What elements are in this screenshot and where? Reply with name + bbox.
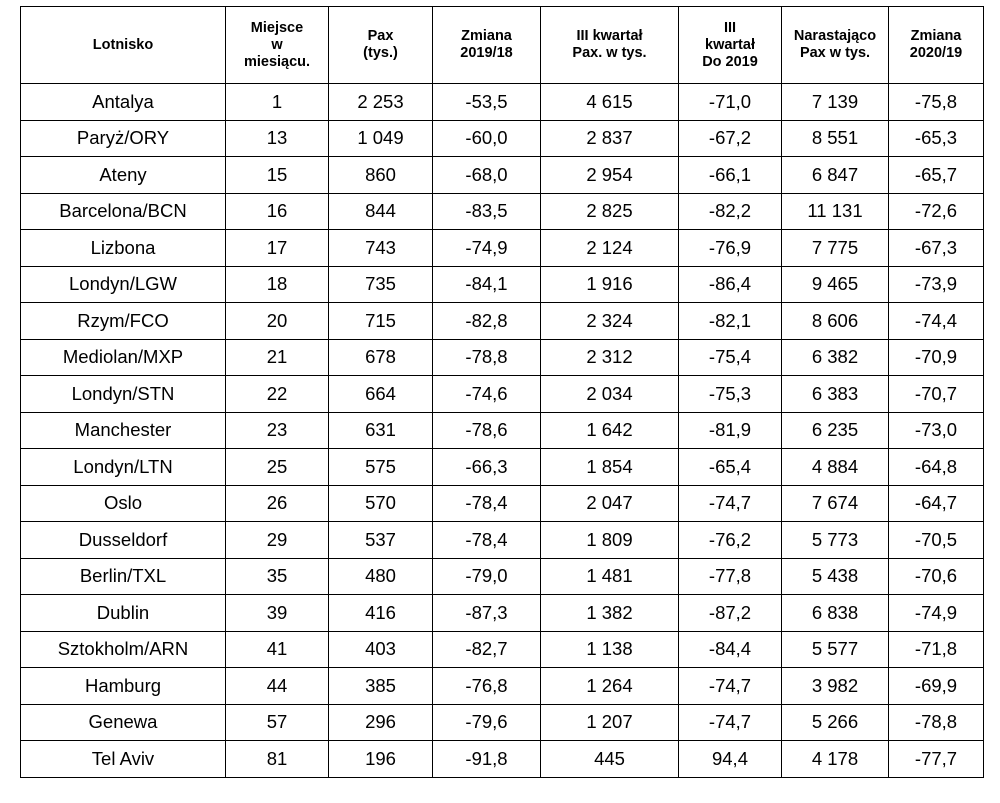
cell-q3-pax: 1 916 [541,266,679,303]
cell-pax: 480 [329,558,433,595]
cell-cumulative-pax: 5 438 [782,558,889,595]
cell-q3-pax: 2 047 [541,485,679,522]
cell-change-2020-19: -70,5 [889,522,984,559]
cell-change-2019-18: -87,3 [433,595,541,632]
cell-change-2019-18: -91,8 [433,741,541,778]
cell-rank: 21 [226,339,329,376]
cell-change-2019-18: -68,0 [433,157,541,194]
cell-change-2019-18: -79,0 [433,558,541,595]
table-row [21,303,984,340]
cell-rank: 57 [226,704,329,741]
cell-cumulative-pax: 9 465 [782,266,889,303]
cell-q3-vs-2019: -71,0 [679,84,782,121]
cell-q3-vs-2019: -82,2 [679,193,782,230]
cell-rank: 41 [226,631,329,668]
cell-change-2019-18: -83,5 [433,193,541,230]
cell-pax: 844 [329,193,433,230]
table-row [21,558,984,595]
cell-airport: Sztokholm/ARN [21,631,226,668]
cell-cumulative-pax: 8 551 [782,120,889,157]
cell-change-2019-18: -82,8 [433,303,541,340]
cell-rank: 44 [226,668,329,705]
cell-airport: Lizbona [21,230,226,267]
cell-q3-vs-2019: -76,2 [679,522,782,559]
cell-q3-vs-2019: -82,1 [679,303,782,340]
table-row [21,339,984,376]
cell-q3-vs-2019: -86,4 [679,266,782,303]
cell-rank: 17 [226,230,329,267]
cell-airport: Hamburg [21,668,226,705]
table-row [21,157,984,194]
cell-change-2020-19: -75,8 [889,84,984,121]
cell-pax: 403 [329,631,433,668]
cell-change-2020-19: -74,9 [889,595,984,632]
cell-airport: Rzym/FCO [21,303,226,340]
cell-airport: Antalya [21,84,226,121]
cell-pax: 631 [329,412,433,449]
cell-pax: 664 [329,376,433,413]
table-row [21,193,984,230]
header-q3-vs-2019: III kwartał Do 2019 [679,7,782,84]
cell-change-2020-19: -74,4 [889,303,984,340]
cell-q3-vs-2019: -74,7 [679,704,782,741]
cell-pax: 296 [329,704,433,741]
cell-change-2020-19: -70,7 [889,376,984,413]
cell-rank: 1 [226,84,329,121]
table-row [21,412,984,449]
cell-change-2020-19: -70,6 [889,558,984,595]
cell-change-2019-18: -78,6 [433,412,541,449]
cell-q3-pax: 1 809 [541,522,679,559]
cell-change-2019-18: -60,0 [433,120,541,157]
cell-pax: 416 [329,595,433,632]
cell-pax: 385 [329,668,433,705]
cell-airport: Genewa [21,704,226,741]
cell-rank: 13 [226,120,329,157]
cell-rank: 15 [226,157,329,194]
cell-change-2019-18: -66,3 [433,449,541,486]
table-row [21,84,984,121]
cell-q3-vs-2019: -81,9 [679,412,782,449]
cell-change-2020-19: -64,7 [889,485,984,522]
cell-airport: Dublin [21,595,226,632]
cell-q3-vs-2019: -87,2 [679,595,782,632]
cell-change-2020-19: -73,9 [889,266,984,303]
cell-q3-vs-2019: -74,7 [679,668,782,705]
table-row [21,522,984,559]
cell-q3-vs-2019: -66,1 [679,157,782,194]
cell-q3-pax: 2 324 [541,303,679,340]
table-row [21,266,984,303]
cell-cumulative-pax: 6 838 [782,595,889,632]
cell-rank: 26 [226,485,329,522]
cell-rank: 20 [226,303,329,340]
cell-cumulative-pax: 7 139 [782,84,889,121]
cell-cumulative-pax: 4 884 [782,449,889,486]
table-row [21,485,984,522]
header-change-2019-18: Zmiana 2019/18 [433,7,541,84]
table-row [21,741,984,778]
cell-cumulative-pax: 11 131 [782,193,889,230]
cell-pax: 537 [329,522,433,559]
table-row [21,230,984,267]
cell-rank: 23 [226,412,329,449]
cell-change-2020-19: -72,6 [889,193,984,230]
cell-q3-vs-2019: -65,4 [679,449,782,486]
cell-q3-pax: 1 138 [541,631,679,668]
cell-rank: 35 [226,558,329,595]
cell-change-2019-18: -74,9 [433,230,541,267]
cell-cumulative-pax: 6 383 [782,376,889,413]
cell-cumulative-pax: 4 178 [782,741,889,778]
cell-cumulative-pax: 7 674 [782,485,889,522]
cell-q3-vs-2019: -74,7 [679,485,782,522]
cell-pax: 715 [329,303,433,340]
cell-cumulative-pax: 7 775 [782,230,889,267]
cell-cumulative-pax: 6 847 [782,157,889,194]
airport-traffic-table [20,6,984,778]
table-row [21,376,984,413]
table-row [21,631,984,668]
cell-q3-vs-2019: -77,8 [679,558,782,595]
table-row [21,704,984,741]
header-rank: Miejsce w miesiącu. [226,7,329,84]
cell-q3-pax: 2 954 [541,157,679,194]
cell-rank: 25 [226,449,329,486]
cell-change-2020-19: -64,8 [889,449,984,486]
cell-q3-vs-2019: -67,2 [679,120,782,157]
cell-cumulative-pax: 3 982 [782,668,889,705]
cell-cumulative-pax: 6 382 [782,339,889,376]
cell-pax: 1 049 [329,120,433,157]
cell-q3-pax: 1 854 [541,449,679,486]
cell-cumulative-pax: 8 606 [782,303,889,340]
cell-rank: 81 [226,741,329,778]
cell-cumulative-pax: 6 235 [782,412,889,449]
header-change-2020-19: Zmiana 2020/19 [889,7,984,84]
cell-q3-pax: 4 615 [541,84,679,121]
header-pax: Pax (tys.) [329,7,433,84]
cell-q3-vs-2019: -75,3 [679,376,782,413]
cell-pax: 575 [329,449,433,486]
cell-q3-pax: 2 312 [541,339,679,376]
cell-airport: Londyn/STN [21,376,226,413]
cell-change-2019-18: -84,1 [433,266,541,303]
cell-change-2019-18: -53,5 [433,84,541,121]
cell-q3-pax: 2 124 [541,230,679,267]
cell-cumulative-pax: 5 266 [782,704,889,741]
cell-q3-vs-2019: -84,4 [679,631,782,668]
cell-pax: 570 [329,485,433,522]
table-row [21,449,984,486]
cell-airport: Londyn/LTN [21,449,226,486]
table-row [21,120,984,157]
cell-q3-pax: 2 034 [541,376,679,413]
cell-change-2020-19: -78,8 [889,704,984,741]
cell-q3-pax: 1 382 [541,595,679,632]
cell-rank: 39 [226,595,329,632]
cell-cumulative-pax: 5 773 [782,522,889,559]
cell-cumulative-pax: 5 577 [782,631,889,668]
cell-change-2020-19: -65,7 [889,157,984,194]
cell-pax: 860 [329,157,433,194]
cell-change-2019-18: -78,8 [433,339,541,376]
cell-rank: 18 [226,266,329,303]
cell-change-2020-19: -67,3 [889,230,984,267]
cell-change-2019-18: -78,4 [433,485,541,522]
cell-change-2020-19: -65,3 [889,120,984,157]
cell-change-2020-19: -69,9 [889,668,984,705]
header-row [21,7,984,84]
cell-airport: Ateny [21,157,226,194]
header-q3-pax: III kwartał Pax. w tys. [541,7,679,84]
cell-change-2020-19: -77,7 [889,741,984,778]
cell-q3-vs-2019: 94,4 [679,741,782,778]
cell-q3-pax: 445 [541,741,679,778]
cell-airport: Manchester [21,412,226,449]
cell-change-2020-19: -71,8 [889,631,984,668]
cell-rank: 22 [226,376,329,413]
cell-airport: Oslo [21,485,226,522]
cell-change-2019-18: -82,7 [433,631,541,668]
cell-rank: 29 [226,522,329,559]
cell-airport: Mediolan/MXP [21,339,226,376]
cell-pax: 678 [329,339,433,376]
cell-airport: Berlin/TXL [21,558,226,595]
table-row [21,668,984,705]
cell-pax: 2 253 [329,84,433,121]
cell-airport: Dusseldorf [21,522,226,559]
cell-airport: Tel Aviv [21,741,226,778]
cell-pax: 743 [329,230,433,267]
cell-q3-pax: 2 825 [541,193,679,230]
cell-change-2019-18: -79,6 [433,704,541,741]
cell-pax: 735 [329,266,433,303]
cell-q3-pax: 1 481 [541,558,679,595]
cell-q3-vs-2019: -75,4 [679,339,782,376]
cell-airport: Paryż/ORY [21,120,226,157]
cell-change-2020-19: -70,9 [889,339,984,376]
cell-q3-pax: 1 207 [541,704,679,741]
cell-rank: 16 [226,193,329,230]
cell-q3-pax: 1 642 [541,412,679,449]
cell-airport: Barcelona/BCN [21,193,226,230]
cell-q3-pax: 2 837 [541,120,679,157]
cell-q3-pax: 1 264 [541,668,679,705]
cell-pax: 196 [329,741,433,778]
cell-change-2019-18: -78,4 [433,522,541,559]
table-row [21,595,984,632]
header-cumulative-pax: Narastająco Pax w tys. [782,7,889,84]
cell-change-2020-19: -73,0 [889,412,984,449]
cell-change-2019-18: -74,6 [433,376,541,413]
header-airport: Lotnisko [21,7,226,84]
cell-airport: Londyn/LGW [21,266,226,303]
cell-q3-vs-2019: -76,9 [679,230,782,267]
cell-change-2019-18: -76,8 [433,668,541,705]
